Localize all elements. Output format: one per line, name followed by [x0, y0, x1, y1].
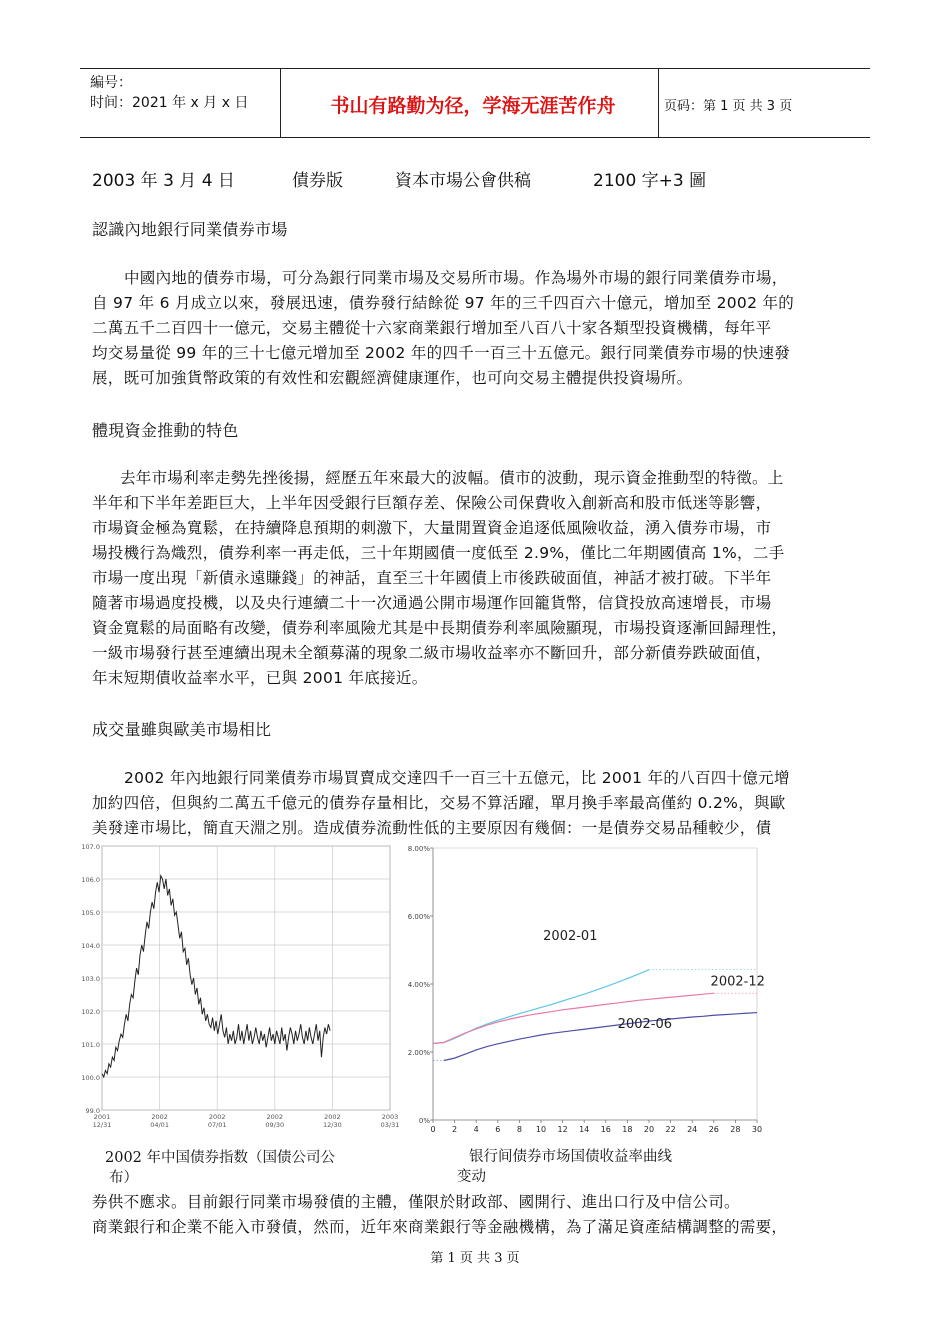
x-tick-label: 03/31 — [380, 1121, 400, 1129]
x-tick-label: 07/01 — [207, 1121, 227, 1129]
text-line: 商業銀行和企業不能入市發債，然而，近年來商業銀行等金融機構，為了滿足資產結構調整的需要， — [92, 1218, 788, 1236]
x-tick-label: 4 — [473, 1125, 479, 1134]
x-tick-label: 2002 — [208, 1113, 226, 1121]
x-tick-label: 0 — [430, 1125, 436, 1134]
x-tick-label: 16 — [600, 1125, 611, 1134]
x-tick-label: 12/30 — [323, 1121, 342, 1129]
y-tick-label: 2.00% — [407, 1049, 430, 1057]
article-title: 認識內地銀行同業債券市場 — [92, 220, 288, 239]
y-tick-label: 100.0 — [81, 1074, 100, 1082]
x-tick-label: 09/30 — [265, 1121, 285, 1129]
x-tick-label: 04/01 — [150, 1121, 169, 1129]
x-tick-label: 2002 — [266, 1113, 284, 1121]
series-line-2002-06 — [444, 1013, 757, 1061]
x-tick-label: 28 — [730, 1125, 741, 1134]
caption-line: 变动 — [457, 1169, 486, 1185]
series-label: 2002-06 — [617, 1017, 673, 1033]
paragraph-continued — [92, 1190, 877, 1240]
text-line: 隨著市場過度投機，以及央行連續二十一次通過公開市場運作回籠貨幣，信貸投放高速增長，市場 — [92, 594, 772, 612]
paragraph-capital — [92, 466, 877, 691]
x-tick-label: 14 — [579, 1125, 590, 1134]
y-tick-label: 103.0 — [81, 975, 100, 983]
x-tick-label: 6 — [495, 1125, 501, 1134]
article-length: 2100 字+3 圖 — [593, 171, 707, 191]
x-tick-label: 8 — [516, 1125, 522, 1134]
y-tick-label: 106.0 — [81, 876, 100, 884]
text-line: 美發達市場比，簡直天淵之別。造成債券流動性低的主要原因有幾個：一是債券交易品種較少，債 — [92, 819, 772, 837]
x-tick-label: 20 — [643, 1125, 655, 1134]
x-tick-label: 30 — [751, 1125, 763, 1134]
x-tick-label: 2002 — [324, 1113, 341, 1121]
paragraph-volume — [92, 766, 877, 841]
text-line: 市場一度出現「新債永遠賺錢」的神話，直至三十年國債上市後跌破面值，神話才被打破。下半年 — [92, 569, 772, 587]
paragraph-intro — [92, 266, 877, 391]
x-tick-label: 2001 — [93, 1113, 111, 1121]
x-tick-label: 2003 — [381, 1113, 399, 1121]
text-line: 場投機行為熾烈，債券利率一再走低，三十年期國債一度低至 2.9%，僅比二年期國債高 1%，二手 — [92, 544, 785, 562]
y-tick-label: 0% — [418, 1117, 430, 1125]
text-line: 一級市場發行甚至連續出現未全額募滿的現象二級市場收益率亦不斷回升，部分新債券跌破面值， — [92, 644, 772, 662]
text-line: 自 97 年 6 月成立以來，發展迅速，債券發行結餘從 97 年的三千四百六十億元，增加至 2002 年的 — [92, 294, 795, 312]
article-date: 2003 年 3 月 4 日 — [92, 171, 235, 191]
text-line: 2002 年內地銀行同業債券市場買賣成交達四千一百三十五億元，比 2001 年的八百四十億元增 — [124, 769, 790, 787]
header-meta — [90, 73, 248, 113]
header-motto: 书山有路勤为径，学海无涯苦作舟 — [330, 95, 616, 117]
y-tick-label: 105.0 — [81, 909, 100, 917]
text-line: 半年和下半年差距巨大，上半年因受銀行巨額存差、保險公司保費收入創新高和股市低迷等影響， — [92, 494, 772, 512]
y-tick-label: 99.0 — [85, 1107, 100, 1115]
chart2-caption — [457, 1147, 672, 1187]
x-tick-label: 12/31 — [92, 1121, 112, 1129]
x-tick-label: 2 — [452, 1125, 458, 1134]
header-divider — [280, 69, 281, 137]
text-line: 均交易量從 99 年的三十七億元增加至 2002 年的四千一百三十五億元。銀行同業債券市場的快速發 — [92, 344, 791, 362]
text-line: 去年市場利率走勢先挫後揚，經歷五年來最大的波幅。債市的波動，現示資金推動型的特徵。上 — [120, 469, 784, 487]
yield-curve-chart — [400, 840, 775, 1135]
bond-index-chart — [80, 840, 405, 1132]
y-tick-label: 8.00% — [407, 845, 430, 853]
x-tick-label: 12 — [557, 1125, 568, 1134]
text-line: 中國內地的債券市場，可分為銀行同業市場及交易所市場。作為場外市場的銀行同業債券市場， — [124, 269, 788, 287]
article-section: 債券版 — [292, 171, 343, 191]
text-line: 市場資金極為寬鬆，在持續降息預期的刺激下，大量閒置資金追逐低風險收益，湧入債券市場，市 — [92, 519, 772, 537]
x-tick-label: 18 — [622, 1125, 633, 1134]
caption-line: 布） — [109, 1170, 138, 1186]
y-tick-label: 102.0 — [81, 1008, 100, 1016]
text-line: 資金寬鬆的局面略有改變，債券利率風險尤其是中長期債券利率風險顯現，市場投資逐漸回歸理性， — [92, 619, 788, 637]
chart1-caption — [105, 1148, 335, 1188]
number-label: 編号： — [90, 75, 132, 91]
section-heading: 成交量雖與歐美市場相比 — [92, 720, 272, 739]
caption-line: 2002 年中国债券指数（国债公司公 — [105, 1150, 336, 1166]
caption-line: 银行间债券市场国债收益率曲线 — [469, 1149, 672, 1165]
page-header — [80, 68, 870, 138]
x-tick-label: 22 — [665, 1125, 676, 1134]
page-footer: 第 1 页 共 3 页 — [430, 1251, 520, 1266]
header-page-info: 页码：第 1 页 共 3 页 — [664, 99, 793, 114]
y-tick-label: 104.0 — [81, 942, 100, 950]
y-tick-label: 4.00% — [407, 981, 430, 989]
x-tick-label: 24 — [687, 1125, 698, 1134]
section-heading: 體現資金推動的特色 — [92, 421, 239, 440]
x-tick-label: 26 — [708, 1125, 719, 1134]
time-label: 时间：2021 年 x 月 x 日 — [90, 95, 249, 111]
series-label: 2002-12 — [710, 974, 765, 990]
x-tick-label: 2002 — [151, 1113, 168, 1121]
text-line: 加約四倍，但與約二萬五千億元的債券存量相比，交易不算活躍，單月換手率最高僅約 0.2%，與歐 — [92, 794, 786, 812]
text-line: 二萬五千二百四十一億元，交易主體從十六家商業銀行增加至八百八十家各類型投資機構，每年平 — [92, 319, 772, 337]
article-source: 資本市場公會供稿 — [395, 171, 531, 191]
x-tick-label: 10 — [535, 1125, 547, 1134]
y-tick-label: 101.0 — [81, 1041, 100, 1049]
text-line: 展，既可加強貨幣政策的有效性和宏觀經濟健康運作，也可向交易主體提供投資場所。 — [92, 369, 693, 387]
text-line: 券供不應求。目前銀行同業市場發債的主體，僅限於財政部、國開行、進出口行及中信公司。 — [92, 1193, 740, 1211]
series-label: 2002-01 — [543, 928, 598, 944]
text-line: 年末短期債收益率水平，已與 2001 年底接近。 — [92, 669, 428, 687]
y-tick-label: 107.0 — [81, 843, 100, 851]
y-tick-label: 6.00% — [407, 913, 430, 921]
